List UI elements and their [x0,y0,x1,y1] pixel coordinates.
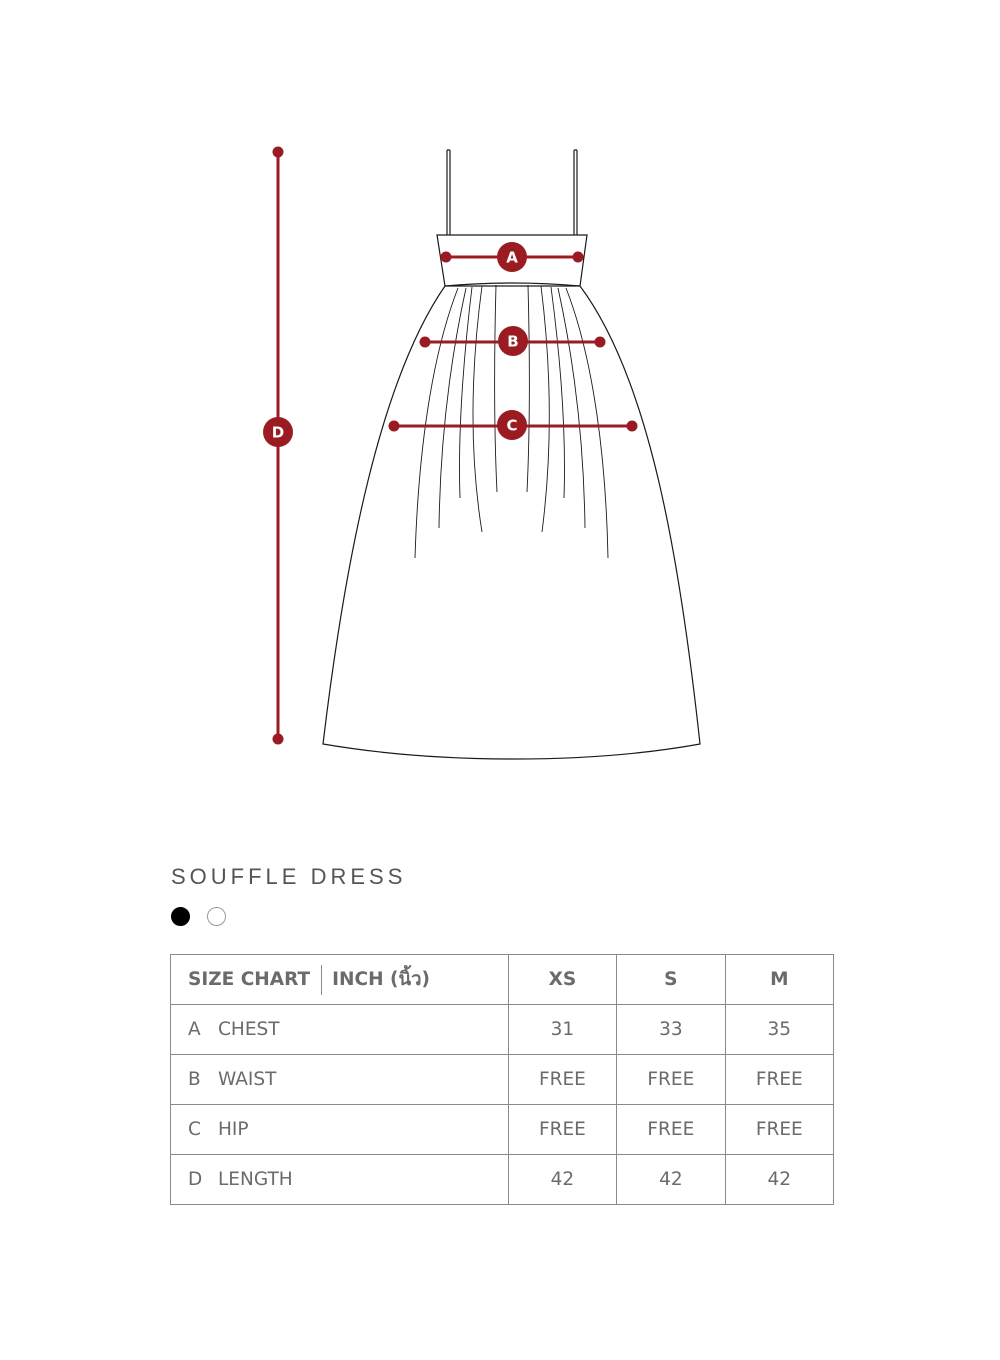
marker-a-label: A [506,248,518,267]
chest-right-dot [573,252,584,263]
table-row-waist [171,1055,834,1105]
table-cell: 42 [508,1155,616,1205]
length-top-dot [273,147,284,158]
row-name: CHEST [218,1019,280,1040]
header-divider [321,965,322,995]
waist-right-dot [595,337,606,348]
table-cell: FREE [508,1105,616,1155]
marker-c-label: C [506,416,518,435]
measurement-lines [273,147,638,745]
row-label [171,1055,509,1105]
size-chart-table [170,954,834,1205]
swatch-white[interactable] [207,907,226,926]
row-name: LENGTH [218,1169,293,1190]
marker-b [498,326,528,356]
table-cell: 35 [725,1005,833,1055]
swatch-black[interactable] [171,907,190,926]
size-chart-label: SIZE CHART [188,968,311,990]
table-row-chest [171,1005,834,1055]
table-cell: FREE [617,1105,725,1155]
table-cell: 42 [725,1155,833,1205]
skirt-outline [323,286,700,759]
table-cell: FREE [725,1105,833,1155]
marker-d-label: D [271,423,285,442]
row-label [171,1105,509,1155]
row-label [171,1005,509,1055]
product-title: SOUFFLE DRESS [171,864,407,889]
left-strap [447,150,450,235]
marker-b-label: B [507,332,519,351]
waist-left-dot [420,337,431,348]
hip-right-dot [627,421,638,432]
marker-d [263,417,293,447]
table-cell: FREE [617,1055,725,1105]
table-cell: FREE [725,1055,833,1105]
table-cell: 42 [617,1155,725,1205]
size-header-m: M [725,955,833,1005]
table-cell: 31 [508,1005,616,1055]
row-letter: A [188,1019,201,1040]
size-header-xs: XS [508,955,616,1005]
measurement-markers [263,242,528,447]
table-row-length [171,1155,834,1205]
row-name: WAIST [218,1069,277,1090]
table-cell: FREE [508,1055,616,1105]
marker-c [497,410,527,440]
marker-a [497,242,527,272]
right-strap [574,150,577,235]
row-letter: B [188,1069,201,1090]
table-cell: 33 [617,1005,725,1055]
length-bottom-dot [273,734,284,745]
dress-illustration [323,150,700,759]
row-letter: D [188,1169,203,1190]
hip-left-dot [389,421,400,432]
size-chart-header-row [171,955,834,1005]
row-label [171,1155,509,1205]
chest-left-dot [441,252,452,263]
unit-label: INCH (นิ้ว) [332,968,430,990]
row-name: HIP [218,1119,249,1140]
size-header-s: S [617,955,725,1005]
row-letter: C [188,1119,201,1140]
size-chart-header-cell [171,955,509,1005]
table-row-hip [171,1105,834,1155]
